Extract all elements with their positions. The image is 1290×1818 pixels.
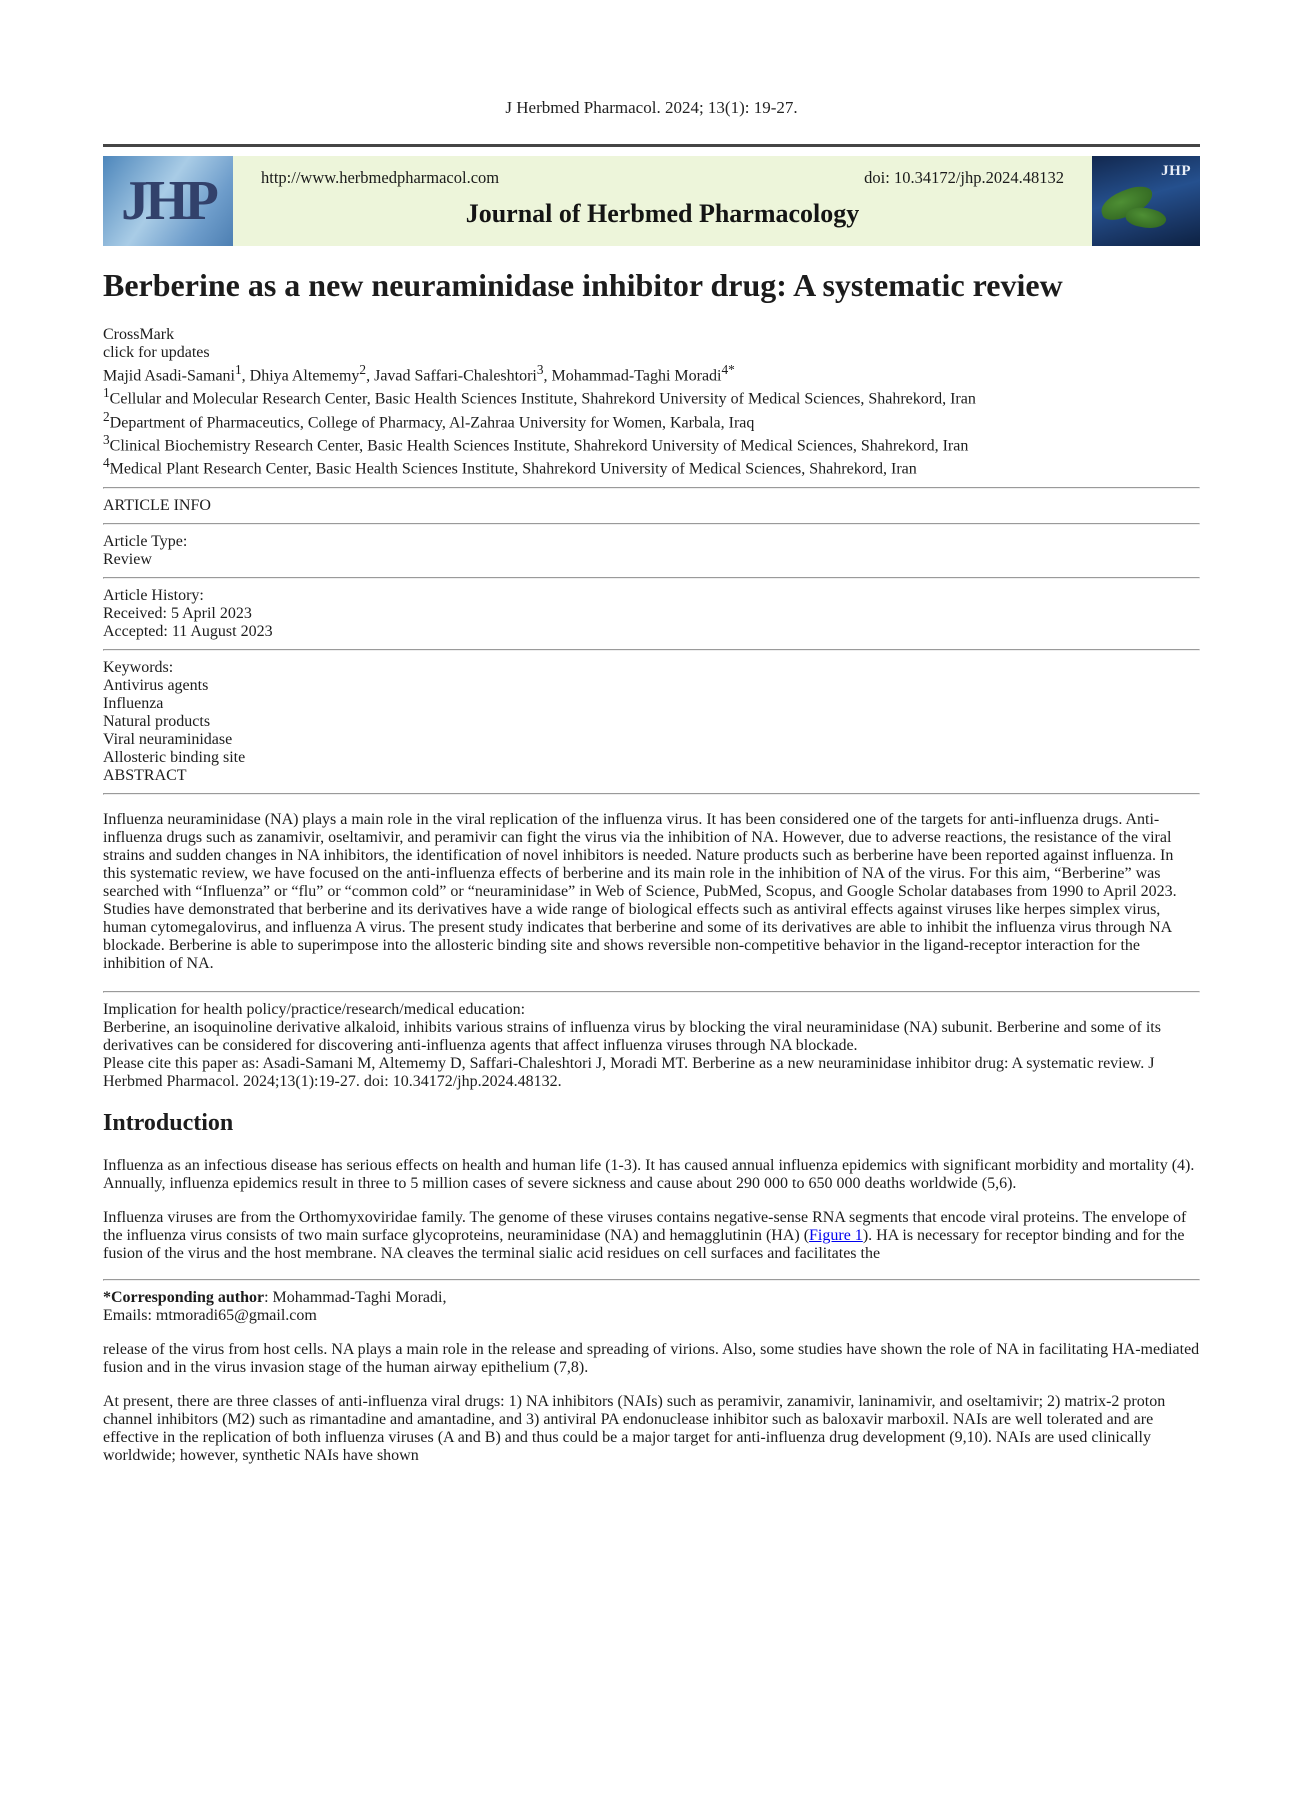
implication-label: Implication for health policy/practice/research/medical education:: [103, 1000, 526, 1018]
scan-text-icon: [0, 0, 52, 52]
author-affil-sup: 4*: [721, 361, 735, 377]
implication-text: Berberine, an isoquinoline derivative alkaloid, inhibits various strains of influenza virus by blocking the viral neuraminidase (NA) subunit. Berberine and some of its derivatives can be considered for discovering anti-influenza agents that affect influenza viruses through NA blockade.: [103, 1018, 1161, 1054]
affiliation-list: [103, 385, 1200, 478]
keyword: Antivirus agents: [103, 676, 209, 694]
author-affil-sup: 2: [359, 361, 367, 377]
received-date: Received: 5 April 2023: [103, 604, 252, 622]
cover-berry-art: [1092, 178, 1103, 189]
keyword: Viral neuraminidase: [103, 730, 233, 748]
crossmark-label: CrossMark: [103, 325, 175, 343]
introduction-section: [103, 1110, 1200, 1465]
journal-url-link[interactable]: http://www.herbmedpharmacol.com: [261, 168, 500, 187]
figure-1-link[interactable]: Figure 1: [809, 1227, 863, 1245]
journal-logo-text: JHP: [121, 170, 215, 232]
journal-name: Journal of Herbmed Pharmacology: [465, 199, 860, 228]
cover-berry-art: [1092, 168, 1102, 178]
intro-paragraph: At present, there are three classes of anti-influenza viral drugs: 1) NA inhibitors (NAIs) such as peramivir, zanamivir, laninamivir, and oseltamivir; 2) matrix-2 proton channel inhibitors (M2) such as rimantadine and amantadine, and 3) antiviral PA endonuclease inhibitor such as baloxavir marboxil. NAIs are well tolerated and are effective in the replication of both influenza viruses (A and B) and thus could be a major target for anti-influenza drug development (9,10). NAIs are used clinically worldwide; however, synthetic NAIs have shown: [103, 1393, 1166, 1465]
footnote-divider: [103, 1279, 1200, 1281]
keyword: Natural products: [103, 712, 211, 730]
journal-cover-title: JHP: [1161, 163, 1191, 179]
affiliation-line: $^1$Cellular and Molecular Research Center, Basic Health Sciences Institute, Shahrekord University of Medical Sciences, Shahrekord, Iran: [103, 385, 976, 408]
author-affil-sup: 1: [234, 361, 242, 377]
journal-cover-thumbnail: [1092, 156, 1200, 246]
journal-citation-line: J Herbmed Pharmacol. 2024; 13(1): 19-27.: [505, 98, 798, 117]
keywords-list: [103, 677, 1200, 767]
author-name: Majid Asadi-Samani: [103, 367, 235, 385]
intro-paragraph: Influenza as an infectious disease has serious effects on health and human life (1-3). It has caused annual influenza epidemics with significant morbidity and mortality (4). Annually, influenza epidemics result in three to 5 million cases of severe sickness and cause about 290 000 to 650 000 deaths worldwide (5,6).: [103, 1157, 1195, 1193]
accepted-date: Accepted: 11 August 2023: [103, 622, 273, 640]
article-info-heading: ARTICLE INFO: [103, 496, 211, 514]
doi-text: doi: 10.34172/jhp.2024.48132: [864, 168, 1064, 187]
corresponding-author-email[interactable]: Emails: mtmoradi65@gmail.com: [103, 1307, 317, 1325]
crossmark-subtext: click for updates: [103, 343, 210, 361]
author-separator: ,: [241, 367, 250, 385]
rule: [103, 577, 1200, 579]
rule: [103, 793, 1200, 795]
page-title: Berberine as a new neuraminidase inhibitor drug: A systematic review: [103, 267, 1063, 304]
abstract-heading: ABSTRACT: [103, 766, 187, 784]
banner-panel: [233, 156, 1092, 246]
keyword: Allosteric binding site: [103, 748, 246, 766]
article-type-label: Article Type:: [103, 532, 188, 550]
intro-left-column: [103, 1110, 1200, 1325]
article-info-column: [103, 497, 1200, 767]
author-separator: ,: [366, 367, 375, 385]
corresponding-author-note: *Corresponding author: Mohammad-Taghi Moradi, Emails: mtmoradi65@gmail.com: [103, 1289, 447, 1325]
cover-berry-art: [1092, 156, 1104, 168]
affiliation-line: $^2$Department of Pharmaceutics, College of Pharmacy, Al-Zahraa University for Women, Karbala, Iraq: [103, 408, 755, 431]
journal-logo: [103, 156, 233, 246]
corresponding-author-label: *Corresponding author: [103, 1289, 265, 1307]
journal-banner: [103, 156, 1200, 246]
author-affil-sup: 3: [536, 361, 544, 377]
introduction-heading: Introduction: [103, 1110, 234, 1137]
keyword: Influenza: [103, 694, 164, 712]
rule: [103, 523, 1200, 525]
affiliation-line: $^3$Clinical Biochemistry Research Center, Basic Health Sciences Institute, Shahrekord University of Medical Sciences, Shahrekord, Iran: [103, 431, 969, 455]
intro-paragraph: Influenza viruses are from the Orthomyxoviridae family. The genome of these viruses contains negative-sense RNA segments that encode viral proteins. The envelope of the influenza virus consists of two main surface glycoproteins, neuraminidase (NA) and hemagglutinin (HA) (Figure 1). HA is necessary for receptor binding and for the fusion of the virus and the host membrane. NA cleaves the terminal sialic acid residues on cell surfaces and facilitates the: [103, 1209, 1187, 1263]
intro-paragraph: release of the virus from host cells. NA plays a main role in the release and spreading of virions. Also, some studies have shown the role of NA in facilitating HA-mediated fusion and in the virus invasion stage of the human airway epithelium (7,8).: [103, 1341, 1200, 1377]
affiliation-line: $^4$Medical Plant Research Center, Basic Health Sciences Institute, Shahrekord University of Medical Sciences, Shahrekord, Iran: [103, 455, 917, 478]
abstract-text: Influenza neuraminidase (NA) plays a main role in the viral replication of the influenza virus. It has been considered one of the targets for anti-influenza drugs. Anti-influenza drugs such as zanamivir, oseltamivir, and peramivir can fight the virus via the inhibition of NA. However, due to adverse reactions, the resistance of the viral strains and sudden changes in NA inhibitors, the identification of novel inhibitors is needed. Nature products such as berberine have been reported against influenza. In this systematic review, we have focused on the anti-influenza effects of berberine and its main role in the inhibition of NA of the virus. For this aim, “Berberine” was searched with “Influenza” or “flu” or “common cold” or “neuraminidase” in Web of Science, PubMed, Scopus, and Google Scholar databases from 1990 to April 2023. Studies have demonstrated that berberine and its derivatives have a wide range of biological effects such as antiviral effects against viruses like herpes simplex virus, human cytomegalovirus, and influenza A virus. The present study indicates that berberine and some of its derivatives are able to inhibit the influenza virus through NA blockade. Berberine is able to superimpose into the allosteric binding site and shows reversible non-competitive behavior in the ligand-receptor interaction for the inhibition of NA.: [103, 810, 1177, 972]
author-name: Javad Saffari-Chaleshtori: [374, 367, 537, 385]
intro-right-column: [103, 1341, 1200, 1465]
author-separator: ,: [543, 367, 552, 385]
abstract-column: [103, 767, 1200, 973]
author-list: [103, 362, 1200, 385]
keywords-label: Keywords:: [103, 658, 174, 676]
section-divider: [103, 991, 1200, 993]
section-divider: [103, 487, 1200, 489]
cite-label: Please cite this paper as:: [103, 1054, 260, 1072]
crossmark-badge[interactable]: [103, 326, 1200, 362]
article-type-value: Review: [103, 550, 152, 568]
author-name: Dhiya Altememy: [249, 367, 360, 385]
article-history-label: Article History:: [103, 586, 204, 604]
article-page: [103, 0, 1200, 1481]
rule: [103, 649, 1200, 651]
cite-text: Asadi-Samani M, Altememy D, Saffari-Chaleshtori J, Moradi MT. Berberine as a new neuraminidase inhibitor drug: A systematic review. J Herbmed Pharmacol. 2024;13(1):19-27. doi: 10.34172/jhp.2024.48132.: [103, 1054, 1155, 1090]
implication-box: [103, 1001, 1200, 1091]
author-name: Mohammad-Taghi Moradi: [551, 367, 722, 385]
header-divider: [103, 144, 1200, 147]
